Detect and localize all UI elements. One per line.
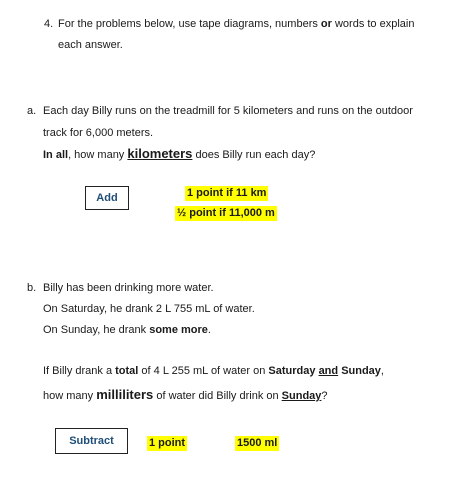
part-a-line-2: track for 6,000 meters. [43,127,154,139]
instruction-line-1: For the problems below, use tape diagrams, numbers or words to explain [58,18,415,30]
part-b-line-3: On Sunday, he drank some more. [43,324,211,336]
answer-highlight: 1500 ml [237,437,278,449]
score-highlight: 1 point [149,437,186,449]
question-number: 4. [44,18,54,30]
part-b-question-line-2: how many milliliters of water did Billy drink on Sunday? [43,387,328,402]
operation-add-box: Add [85,186,129,210]
part-a-question: In all, how many kilometers does Billy run each day? [43,146,316,161]
part-a-line-1: Each day Billy runs on the treadmill for 5 kilometers and runs on the outdoor [43,105,413,117]
score-full-highlight: 1 point if 11 km [187,187,267,199]
part-b-line-1: Billy has been drinking more water. [43,282,214,294]
part-b-line-2: On Saturday, he drank 2 L 755 mL of water. [43,303,255,315]
part-b-label: b. [27,282,37,294]
part-a-label: a. [27,105,37,117]
operation-subtract-box: Subtract [55,428,128,454]
score-half-highlight: ½ point if 11,000 m [177,207,275,219]
instruction-line-2: each answer. [58,39,123,51]
part-b-question-line-1: If Billy drank a total of 4 L 255 mL of water on Saturday and Sunday, [43,365,384,377]
